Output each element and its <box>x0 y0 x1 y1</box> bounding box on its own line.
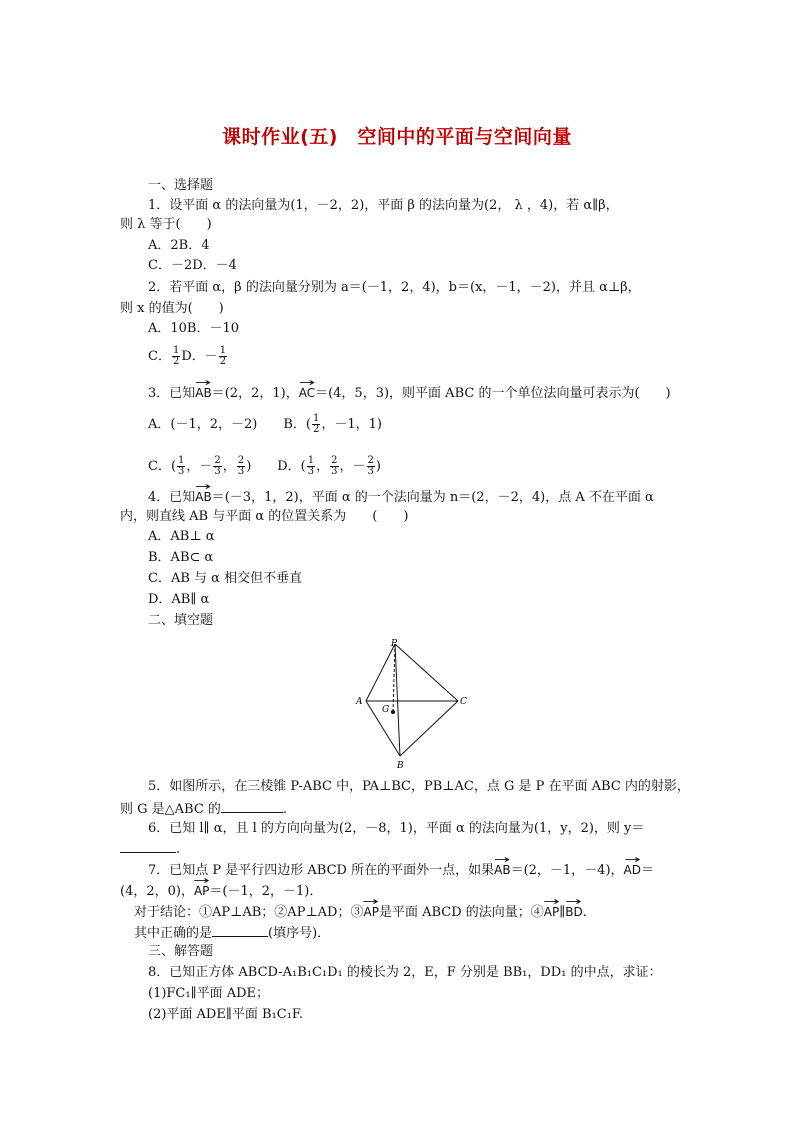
vector-ab: → AB <box>195 489 211 505</box>
question-2-options-cd: C． $\frac{1}{2}$ D．－ $\frac{1}{2}$ <box>148 345 227 367</box>
question-7-line-2: (4，2，0)，→ AP＝(－1，2，－1)． <box>120 883 322 900</box>
question-1-line-1: 1．设平面 α 的法向量为(1，－2，2)，平面 β 的法向量为(2， λ ，4)，若 α∥β， <box>148 198 619 213</box>
question-8-part-2: (2)平面 ADE∥平面 B₁C₁F. <box>148 1007 304 1022</box>
answer-blank <box>212 924 268 937</box>
question-4-option-b: B．AB⊂ α <box>148 550 214 565</box>
label-a: A <box>356 697 363 707</box>
question-4-option-c: C．AB 与 α 相交但不垂直 <box>148 571 303 586</box>
section-choice-heading: 一、选择题 <box>148 178 214 193</box>
question-5-line-1: 5．如图所示，在三棱锥 P-ABC 中，PA⊥BC，PB⊥AC，点 G 是 P 在平面 ABC 内的射影， <box>148 779 690 794</box>
section-answer-heading: 三、解答题 <box>148 944 214 959</box>
question-8-line-1: 8．已知正方体 ABCD-A₁B₁C₁D₁ 的棱长为 2，E，F 分别是 BB₁，DD₁ 的中点，求证： <box>148 965 662 980</box>
question-4-line-1: 4．已知→ AB＝(－3，1，2)，平面 α 的一个法向量为 n＝(2，－2，4)，点 A 不在平面 α <box>148 489 654 506</box>
question-3-options-ab: A．(－1，2，－2) B．( $\frac{1}{2}$ ，－1，1) <box>148 413 382 435</box>
question-3-options-cd: C．( $\frac{1}{3}$ ，－ $\frac{2}{3}$ ， $\frac{2}{3}$ ) D．( $\frac{1}{3}$ ， $\frac{2}{3}$ ，－ $\frac{2}{3}$ ) <box>148 455 381 477</box>
point-g-marker <box>391 710 395 714</box>
vector-bd: → BD <box>565 904 582 920</box>
question-5-line-2: 则 G 是△ABC 的 . <box>120 802 288 817</box>
question-3-line-1: 3．已知→ AB＝(2，2，1)，→ AC＝(4，5，3)，则平面 ABC 的一个单位法向量可表示为( ) <box>148 385 671 402</box>
question-2-line-1: 2．若平面 α，β 的法向量分别为 a＝(－1，2，4)，b＝(x，－1，－2)，并且 α⊥β， <box>148 280 641 295</box>
vector-ac: → AC <box>299 385 315 401</box>
answer-blank <box>120 840 176 853</box>
question-4-option-a: A．AB⊥ α <box>148 529 215 544</box>
vector-ab: → AB <box>195 385 211 401</box>
question-1-options-cd: C．－2D．－4 <box>148 258 237 273</box>
page-title: 课时作业(五) 空间中的平面与空间向量 <box>222 126 572 148</box>
question-7-line-3: 对于结论：①AP⊥AB；②AP⊥AD；③→ AP是平面 ABCD 的法向量；④→ AP∥→ BD. <box>134 904 587 921</box>
label-g: G <box>382 705 390 715</box>
fraction-one-half: $\frac{1}{2}$ <box>312 413 320 435</box>
vector-ad: → AD <box>624 862 641 878</box>
question-4-line-2: 内，则直线 AB 与平面 α 的位置关系为 ( ) <box>120 509 409 524</box>
answer-blank <box>221 800 283 813</box>
section-fill-heading: 二、填空题 <box>148 613 214 628</box>
question-2-options-ab: A．10B．－10 <box>148 321 240 336</box>
question-2-line-2: 则 x 的值为( ) <box>120 301 224 316</box>
label-p: P <box>391 639 398 649</box>
question-1-line-2: 则 λ 等于( ) <box>120 217 212 232</box>
label-b: B <box>397 761 404 771</box>
question-6-line-1: 6．已知 l∥ α，且 l 的方向向量为(2，－8，1)，平面 α 的法向量为(1，y，2)，则 y＝ <box>148 821 645 836</box>
question-4-option-d: D．AB∥ α <box>148 592 210 607</box>
fraction-one-half: $\frac{1}{2}$ <box>172 345 180 367</box>
question-1-options-ab: A．2B．4 <box>148 238 210 253</box>
fraction-one-half: $\frac{1}{2}$ <box>219 345 227 367</box>
label-c: C <box>460 697 467 707</box>
vector-ab: → AB <box>494 862 510 878</box>
vector-ap: → AP <box>363 904 378 920</box>
vector-ap: → AP <box>544 904 559 920</box>
question-6-line-2: . <box>120 840 180 858</box>
question-7-line-4: 其中正确的是 (填序号)． <box>134 926 331 941</box>
tetrahedron-figure <box>350 636 470 772</box>
vector-ap: → AP <box>194 883 209 899</box>
question-8-part-1: (1)FC₁∥平面 ADE； <box>148 986 270 1001</box>
question-7-line-1: 7．已知点 P 是平行四边形 ABCD 所在的平面外一点，如果→ AB＝(2，－1，－4)，→ AD＝ <box>148 862 654 879</box>
